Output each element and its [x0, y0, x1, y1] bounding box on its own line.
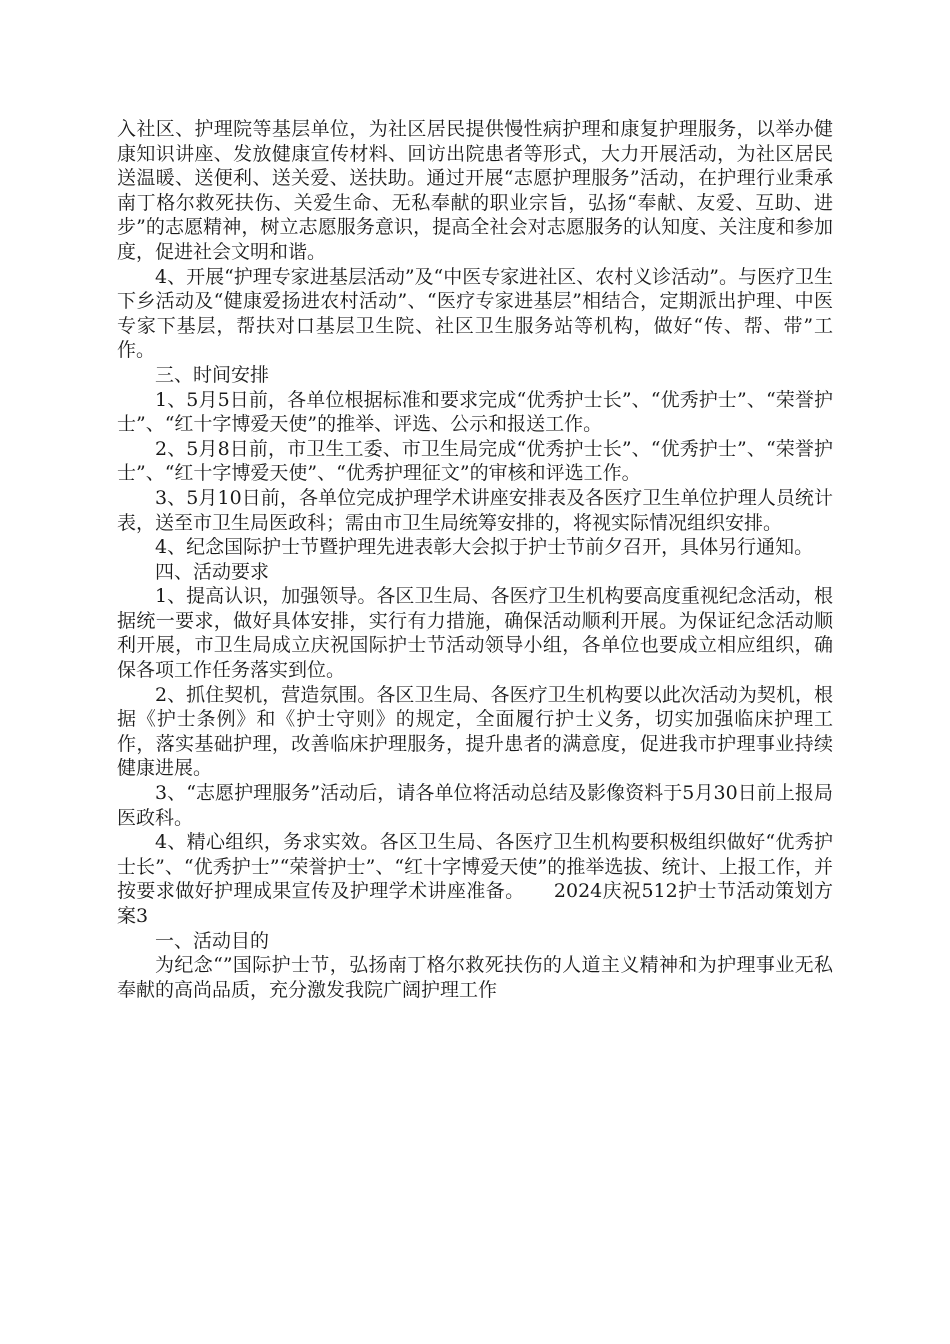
section-heading-schedule: 三、时间安排 [155, 363, 270, 386]
paragraph-item-4-expert-visits: 4、开展“护理专家进基层活动”及“中医专家进社区、农村义诊活动”。与医疗卫生下乡活动及“健康爱扬进农村活动”、“医疗专家进基层”相结合，定期派出护理、中医专家下基层，帮扶对口基层卫生院、社区卫生服务站等机构，做好“传、帮、带”工作。 [117, 265, 833, 362]
document-page [117, 117, 833, 1002]
section-heading-requirements: 四、活动要求 [155, 560, 270, 583]
purpose-paragraph: 为纪念“”国际护士节，弘扬南丁格尔救死扶伤的人道主义精神和为护理事业无私奉献的高尚品质，充分激发我院广阔护理工作 [117, 954, 833, 1001]
requirement-item-3: 3、“志愿护理服务”活动后，请各单位将活动总结及影像资料于5月30日前上报局医政科。 [117, 782, 833, 829]
requirement-item-4: 4、精心组织，务求实效。各区卫生局、各医疗卫生机构要积极组织做好“优秀护士长”、“优秀护士”“荣誉护士”、“红十字博爱天使”的推举选拔、统计、上报工作，并按要求做好护理成果宣传及护理学术讲座准备。 2024庆祝512护士节活动策划方案3 [117, 831, 833, 927]
schedule-item-1: 1、5月5日前，各单位根据标准和要求完成“优秀护士长”、“优秀护士”、“荣誉护士”、“红十字博爱天使”的推举、评选、公示和报送工作。 [117, 388, 833, 436]
requirement-item-2: 2、抓住契机，营造氛围。各区卫生局、各医疗卫生机构要以此次活动为契机，根据《护士条例》和《护士守则》的规定，全面履行护士义务，切实加强临床护理工作，落实基础护理，改善临床护理服务，提升患者的满意度，促进我市护理事业持续健康进展。 [117, 683, 833, 780]
section-heading-purpose: 一、活动目的 [155, 929, 270, 952]
requirement-item-1: 1、提高认识，加强领导。各区卫生局、各医疗卫生机构要高度重视纪念活动，根据统一要求，做好具体安排，实行有力措施，确保活动顺利开展。为保证纪念活动顺利开展，市卫生局成立庆祝国际护士节活动领导小组，各单位也要成立相应组织，确保各项工作任务落实到位。 [117, 585, 833, 682]
paragraph-continuation: 入社区、护理院等基层单位，为社区居民提供慢性病护理和康复护理服务，以举办健康知识讲座、发放健康宣传材料、回访出院患者等形式，大力开展活动，为社区居民送温暖、送便利、送关爱、送扶助。通过开展“志愿护理服务”活动，在护理行业秉承南丁格尔救死扶伤、关爱生命、无私奉献的职业宗旨，弘扬“奉献、友爱、互助、进步”的志愿精神，树立志愿服务意识，提高全社会对志愿服务的认知度、关注度和参加度，促进社会文明和谐。 [117, 118, 833, 263]
schedule-item-2: 2、5月8日前，市卫生工委、市卫生局完成“优秀护士长”、“优秀护士”、“荣誉护士”、“红十字博爱天使”、“优秀护理征文”的审核和评选工作。 [117, 437, 833, 485]
schedule-item-3: 3、5月10日前，各单位完成护理学术讲座安排表及各医疗卫生单位护理人员统计表，送至市卫生局医政科；需由市卫生局统筹安排的，将视实际情况组织安排。 [117, 486, 833, 534]
schedule-item-4: 4、纪念国际护士节暨护理先进表彰大会拟于护士节前夕召开，具体另行通知。 [155, 536, 814, 559]
